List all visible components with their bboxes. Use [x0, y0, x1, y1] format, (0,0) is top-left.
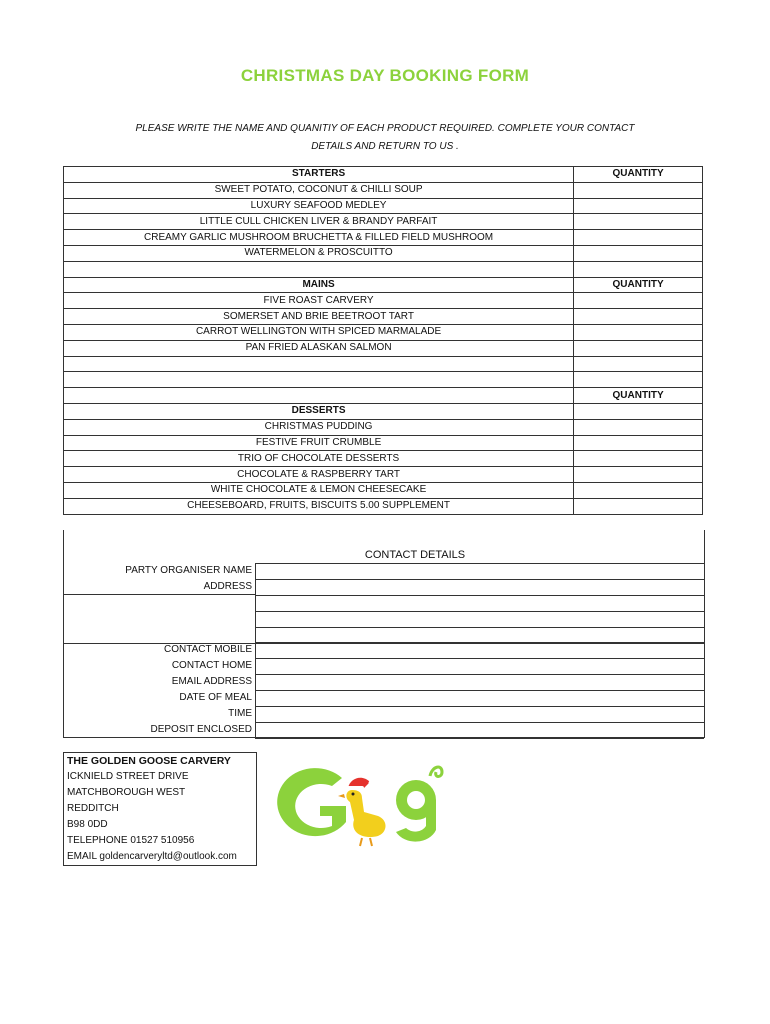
starter-item: WATERMELON & PROSCUITTO: [64, 245, 574, 261]
table-row: [64, 214, 703, 230]
venue-telephone: TELEPHONE 01527 510956: [67, 835, 195, 846]
qty-field[interactable]: [574, 230, 703, 246]
desserts-qty-header: QUANTITY: [574, 388, 703, 404]
table-row: [64, 498, 703, 514]
form-title: CHRISTMAS DAY BOOKING FORM: [240, 66, 530, 85]
email-address-label: EMAIL ADDRESS: [171, 676, 252, 687]
qty-field[interactable]: [574, 482, 703, 498]
qty-field[interactable]: [574, 324, 703, 340]
contact-mobile-field[interactable]: [255, 642, 704, 659]
blank-cell: [64, 261, 574, 277]
blank-cell: [64, 356, 574, 372]
qty-field[interactable]: [574, 467, 703, 483]
venue-name: THE GOLDEN GOOSE CARVERY: [67, 755, 231, 767]
deposit-enclosed-field[interactable]: [255, 722, 704, 739]
mains-header: MAINS: [64, 277, 574, 293]
address-field-2[interactable]: [255, 595, 704, 612]
starter-item: CREAMY GARLIC MUSHROOM BRUCHETTA & FILLED FIELD MUSHROOM: [64, 230, 574, 246]
time-field[interactable]: [255, 706, 704, 723]
table-row: [64, 356, 703, 372]
qty-field[interactable]: [574, 435, 703, 451]
main-item: FIVE ROAST CARVERY: [64, 293, 574, 309]
address-field-3[interactable]: [255, 611, 704, 628]
table-row: [64, 309, 703, 325]
table-row: [64, 467, 703, 483]
table-row: [64, 198, 703, 214]
main-item: SOMERSET AND BRIE BEETROOT TART: [64, 309, 574, 325]
table-row: [64, 182, 703, 198]
table-row: [64, 245, 703, 261]
party-organiser-field[interactable]: [255, 563, 704, 580]
table-row: [64, 451, 703, 467]
contact-home-field[interactable]: [255, 658, 704, 675]
dessert-item: WHITE CHOCOLATE & LEMON CHEESECAKE: [64, 482, 574, 498]
starters-qty-header: QUANTITY: [574, 167, 703, 183]
table-row: [64, 372, 703, 388]
contact-home-label: CONTACT HOME: [171, 660, 252, 671]
contact-labels-top: [63, 563, 255, 595]
qty-field[interactable]: [574, 182, 703, 198]
mains-header-row: [64, 277, 703, 293]
qty-field[interactable]: [574, 356, 703, 372]
instructions-line-1: PLEASE WRITE THE NAME AND QUANITIY OF EACH PRODUCT REQUIRED. COMPLETE YOUR CONTACT: [135, 123, 635, 134]
dessert-item: CHOCOLATE & RASPBERRY TART: [64, 467, 574, 483]
dessert-item: FESTIVE FRUIT CRUMBLE: [64, 435, 574, 451]
golden-goose-logo-icon: [270, 760, 460, 850]
desserts-header-row: [64, 403, 703, 419]
qty-field[interactable]: [574, 261, 703, 277]
table-row: [64, 340, 703, 356]
qty-field[interactable]: [574, 403, 703, 419]
qty-field[interactable]: [574, 309, 703, 325]
address-label: ADDRESS: [203, 581, 252, 592]
starter-item: SWEET POTATO, COCONUT & CHILLI SOUP: [64, 182, 574, 198]
desserts-qty-row: [64, 388, 703, 404]
qty-field[interactable]: [574, 372, 703, 388]
venue-email: EMAIL goldencarveryltd@outlook.com: [67, 851, 237, 862]
table-row: [64, 419, 703, 435]
date-of-meal-field[interactable]: [255, 690, 704, 707]
contact-details-title: CONTACT DETAILS: [364, 549, 466, 561]
address-field-1[interactable]: [255, 579, 704, 596]
venue-street: ICKNIELD STREET DRIVE: [67, 771, 189, 782]
contact-labels-bottom: [63, 642, 255, 738]
venue-area: MATCHBOROUGH WEST: [67, 787, 186, 798]
starter-item: LITTLE CULL CHICKEN LIVER & BRANDY PARFAIT: [64, 214, 574, 230]
starter-item: LUXURY SEAFOOD MEDLEY: [64, 198, 574, 214]
venue-postcode: B98 0DD: [67, 819, 108, 830]
address-label-box: [63, 594, 255, 644]
date-of-meal-label: DATE OF MEAL: [179, 692, 252, 703]
blank-cell: [64, 372, 574, 388]
table-row: [64, 435, 703, 451]
starters-header: STARTERS: [64, 167, 574, 183]
qty-field[interactable]: [574, 419, 703, 435]
instructions-line-2: DETAILS AND RETURN TO US .: [311, 141, 459, 152]
qty-field[interactable]: [574, 293, 703, 309]
table-row: [64, 482, 703, 498]
qty-field[interactable]: [574, 340, 703, 356]
dessert-item: TRIO OF CHOCOLATE DESSERTS: [64, 451, 574, 467]
qty-field[interactable]: [574, 451, 703, 467]
desserts-header: DESSERTS: [64, 403, 574, 419]
starters-header-row: [64, 167, 703, 183]
table-row: [64, 293, 703, 309]
venue-town: REDDITCH: [67, 803, 119, 814]
qty-field[interactable]: [574, 198, 703, 214]
email-address-field[interactable]: [255, 674, 704, 691]
venue-details-box: [63, 752, 257, 866]
qty-field[interactable]: [574, 498, 703, 514]
table-row: [64, 230, 703, 246]
qty-field[interactable]: [574, 214, 703, 230]
main-item: CARROT WELLINGTON WITH SPICED MARMALADE: [64, 324, 574, 340]
party-organiser-label: PARTY ORGANISER NAME: [125, 565, 252, 576]
blank-cell: [64, 388, 574, 404]
deposit-enclosed-label: DEPOSIT ENCLOSED: [150, 724, 252, 735]
table-row: [64, 261, 703, 277]
mains-qty-header: QUANTITY: [574, 277, 703, 293]
table-row: [64, 324, 703, 340]
order-table: [63, 166, 703, 515]
dessert-item: CHRISTMAS PUDDING: [64, 419, 574, 435]
instructions: [100, 120, 670, 156]
main-item: PAN FRIED ALASKAN SALMON: [64, 340, 574, 356]
time-label: TIME: [228, 708, 252, 719]
qty-field[interactable]: [574, 245, 703, 261]
dessert-item: CHEESEBOARD, FRUITS, BISCUITS 5.00 SUPPLEMENT: [64, 498, 574, 514]
contact-mobile-label: CONTACT MOBILE: [164, 644, 252, 655]
